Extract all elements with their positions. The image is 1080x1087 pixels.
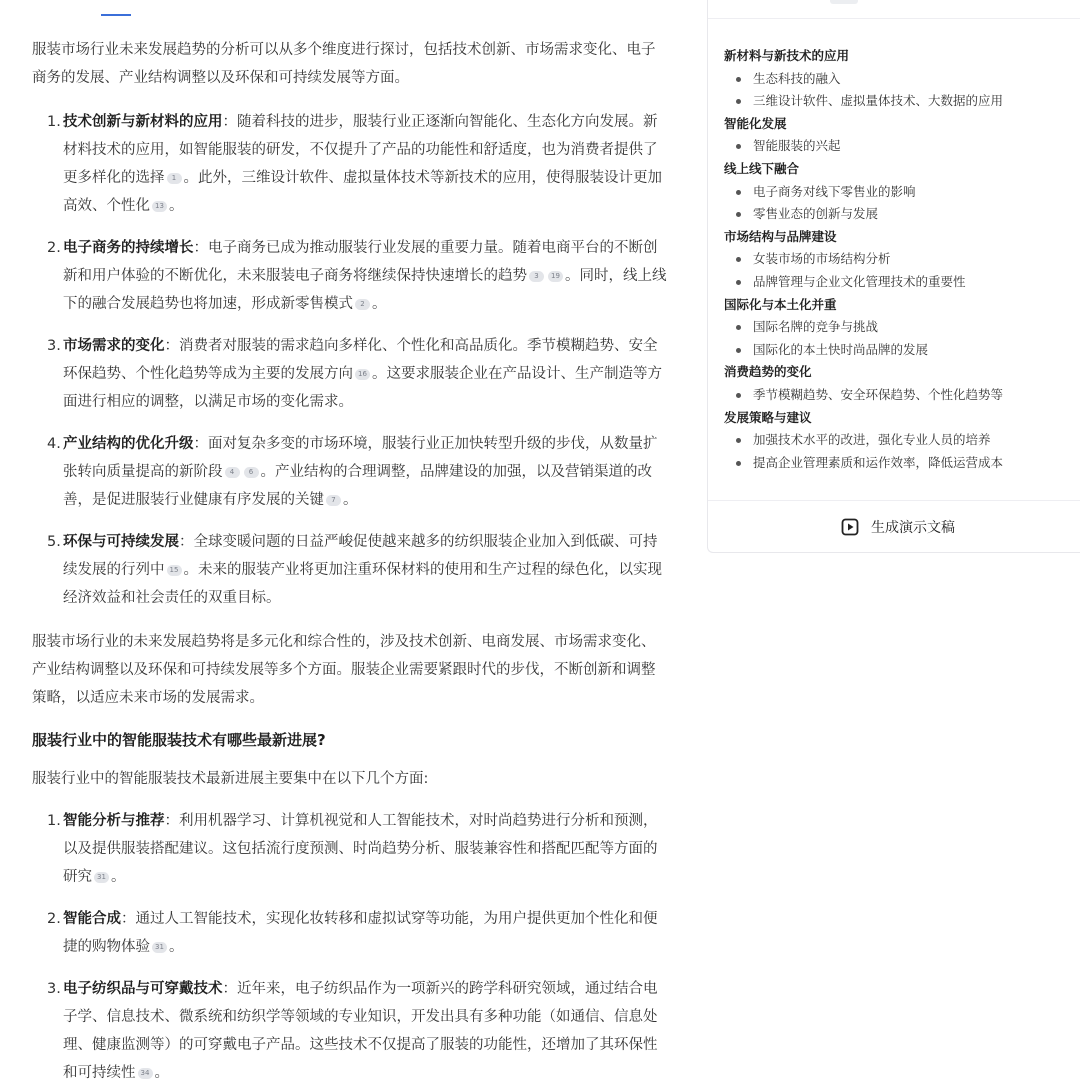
citation-badge[interactable]: 3: [529, 271, 544, 282]
outline-item: 国际化的本土快时尚品牌的发展: [724, 339, 1069, 362]
item-title: 智能合成: [63, 911, 121, 927]
item-title: 技术创新与新材料的应用: [63, 114, 223, 130]
outline-section-title: 新材料与新技术的应用: [724, 48, 850, 63]
tech-list: [32, 807, 668, 1087]
list-item: 5. 环保与可持续发展：全球变暖问题的日益严峻促使越来越多的纺织服装企业加入到低碳、可持续发展的行列中 15 。未来的服装产业将更加注重环保材料的使用和生产过程的绿色化，以实现经济效益和社会责任的双重目标。: [47, 534, 662, 606]
outline-section-title: 智能化发展: [724, 115, 787, 131]
intro-paragraph: 服装市场行业未来发展趋势的分析可以从多个维度进行探讨，包括技术创新、市场需求变化、电子商务的发展、产业结构调整以及环保和可持续发展等方面。: [32, 42, 656, 86]
citation-badge[interactable]: 2: [355, 299, 370, 310]
citation-badge[interactable]: 7: [326, 495, 341, 506]
outline-section: [724, 158, 1069, 226]
citation-badge[interactable]: 31: [152, 942, 167, 953]
item-title: 电子商务的持续增长: [63, 240, 194, 256]
question-heading: 服装行业中的智能服装技术有哪些最新进展?: [32, 731, 326, 749]
item-title: 电子纺织品与可穿戴技术: [63, 981, 223, 997]
outline-section: [724, 361, 1069, 406]
outline-section: [724, 294, 1069, 362]
outline-section: [724, 226, 1069, 294]
citation-badge[interactable]: 13: [152, 201, 167, 212]
mindmap-outline-panel: [707, 0, 1080, 553]
outline-item: 智能服装的兴起: [724, 135, 1069, 158]
list-item: 4. 产业结构的优化升级：面对复杂多变的市场环境，服装行业正加快转型升级的步伐，从数量扩张转向质量提高的新阶段 4 6 。产业结构的合理调整，品牌建设的加强，以及营销渠道的改善，是促进服装行业健康有序发展的关键 7 。: [47, 436, 658, 508]
outline-item: 加强技术水平的改进，强化专业人员的培养: [724, 429, 1069, 452]
outline-item: 女装市场的市场结构分析: [724, 248, 1069, 271]
list-item: 3. 电子纺织品与可穿戴技术：近年来，电子纺织品作为一项新兴的跨学科研究领域，通过结合电子学、信息技术、微系统和纺织学等领域的专业知识，开发出具有多种功能（如通信、信息处理、健康监测等）的可穿戴电子产品。这些技术不仅提高了服装的功能性，还增加了其环保性和可持续性 34 。: [47, 981, 658, 1081]
answer-content: [32, 36, 668, 1087]
citation-badge[interactable]: 4: [225, 467, 240, 478]
outline-item: 国际名牌的竞争与挑战: [724, 316, 1069, 339]
outline-item: 季节模糊趋势、安全环保趋势、个性化趋势等: [724, 384, 1069, 407]
item-title: 产业结构的优化升级: [63, 436, 194, 452]
divider: [708, 500, 1080, 501]
outline-item: 零售业态的创新与发展: [724, 203, 1069, 226]
outline-section: [724, 45, 1069, 113]
panel-tab[interactable]: [830, 0, 858, 4]
list-item: 1. 智能分析与推荐：利用机器学习、计算机视觉和人工智能技术，对时尚趋势进行分析和预测，以及提供服装搭配建议。这包括流行度预测、时尚趋势分析、服装兼容性和搭配匹配等方面的研究 31 。: [47, 813, 658, 885]
generate-presentation-button[interactable]: [808, 508, 988, 546]
play-square-icon: [841, 518, 859, 536]
divider: [708, 18, 1080, 19]
outline: [724, 45, 1069, 474]
citation-badge[interactable]: 19: [548, 271, 563, 282]
list-item: 2. 电子商务的持续增长：电子商务已成为推动服装行业发展的重要力量。随着电商平台的不断创新和用户体验的不断优化，未来服装电子商务将继续保持快速增长的趋势 3 19 。同时，线上线下的融合发展趋势也将加速，形成新零售模式 2 。: [47, 240, 667, 312]
list-item: 2. 智能合成：通过人工智能技术，实现化妆转移和虚拟试穿等功能，为用户提供更加个性化和便捷的购物体验 31 。: [47, 911, 658, 955]
citation-badge[interactable]: 16: [355, 369, 370, 380]
outline-item: 提高企业管理素质和运作效率，降低运营成本: [724, 452, 1069, 475]
outline-section: [724, 407, 1069, 475]
item-title: 市场需求的变化: [63, 338, 165, 354]
answer-intro: 服装行业中的智能服装技术最新进展主要集中在以下几个方面:: [32, 771, 429, 787]
outline-item: 品牌管理与企业文化管理技术的重要性: [724, 271, 1069, 294]
citation-badge[interactable]: 1: [167, 173, 182, 184]
trends-list: [32, 108, 668, 612]
citation-badge[interactable]: 6: [244, 467, 259, 478]
list-item: 1. 技术创新与新材料的应用：随着科技的进步，服装行业正逐渐向智能化、生态化方向发展。新材料技术的应用，如智能服装的研发，不仅提升了产品的功能性和舒适度，也为消费者提供了更多样化的选择 1 。此外，三维设计软件、虚拟量体技术等新技术的应用，使得服装设计更加高效、个性化 13 。: [47, 114, 662, 214]
list-item: 3. 市场需求的变化：消费者对服装的需求趋向多样化、个性化和高品质化。季节模糊趋势、安全环保趋势、个性化趋势等成为主要的发展方向 16 。这要求服装企业在产品设计、生产制造等方面进行相应的调整，以满足市场的变化需求。: [47, 338, 662, 410]
outline-section-title: 线上线下融合: [724, 160, 800, 176]
item-title: 智能分析与推荐: [63, 813, 165, 829]
generate-presentation-label: 生成演示文稿: [871, 520, 955, 536]
outline-item: 三维设计软件、虚拟量体技术、大数据的应用: [724, 90, 1069, 113]
active-tab-indicator: [101, 14, 131, 16]
outline-section-title: 消费趋势的变化: [724, 364, 812, 380]
summary-paragraph: 服装市场行业的未来发展趋势将是多元化和综合性的，涉及技术创新、电商发展、市场需求变化、产业结构调整以及环保和可持续发展等多个方面。服装企业需要紧跟时代的步伐，不断创新和调整策略，以适应未来市场的发展需求。: [32, 634, 656, 706]
outline-item: 生态科技的融入: [724, 68, 1069, 91]
outline-section: [724, 113, 1069, 158]
citation-badge[interactable]: 34: [138, 1068, 153, 1079]
item-title: 环保与可持续发展: [63, 534, 179, 550]
outline-item: 电子商务对线下零售业的影响: [724, 181, 1069, 204]
outline-section-title: 市场结构与品牌建设: [724, 228, 837, 244]
citation-badge[interactable]: 31: [94, 872, 109, 883]
citation-badge[interactable]: 15: [167, 565, 182, 576]
outline-section-title: 发展策略与建议: [724, 409, 812, 425]
outline-section-title: 国际化与本土化并重: [724, 296, 837, 312]
